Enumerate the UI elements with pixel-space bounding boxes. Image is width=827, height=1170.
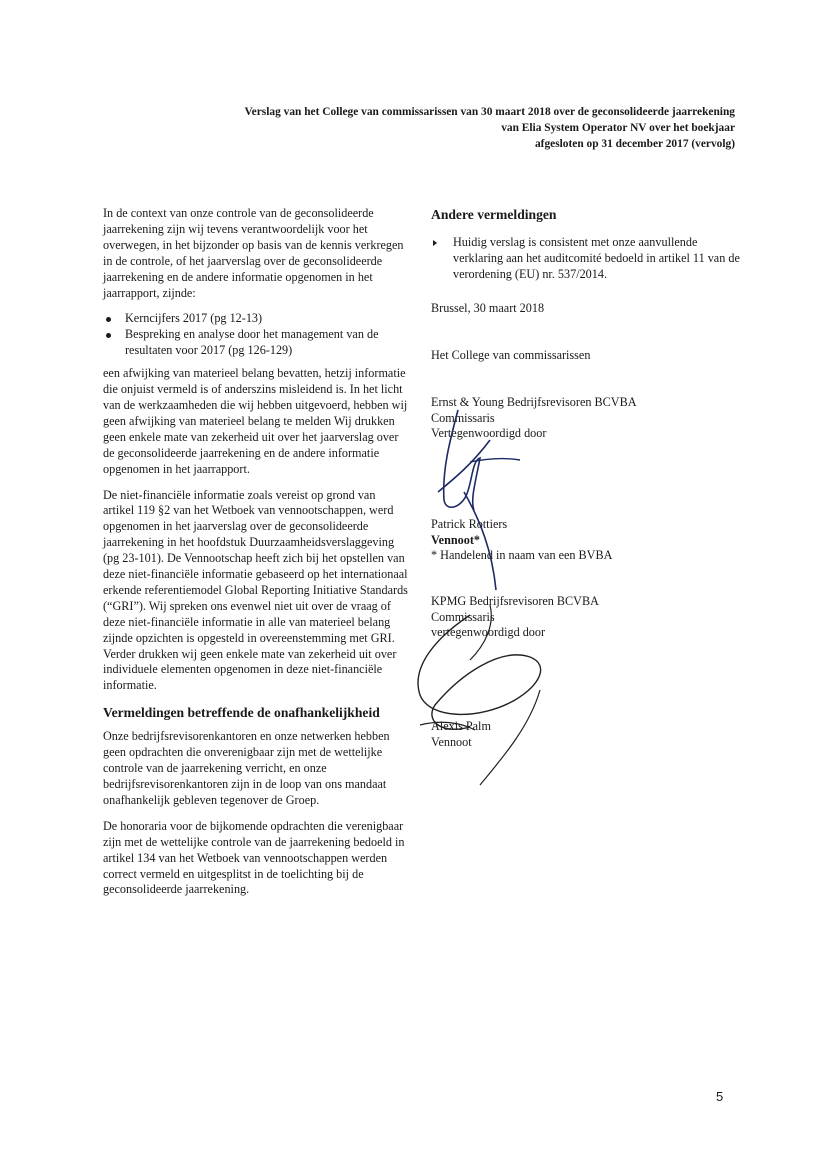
intro-paragraph: In de context van onze controle van de geconsolideerde jaarrekening zijn wij tevens verantwoordelijk voor het overwegen, in het bijzonder op basis van de kennis verkregen in de controle, of het jaarverslag over de geconsolideerde jaarrekening en de andere informatie opgenomen in het jaarrapport, zijnde:: [103, 206, 404, 300]
independence-paragraph: Onze bedrijfsrevisorenkantoren en onze netwerken hebben geen opdrachten die onverenigbaar zijn met de wettelijke controle van de jaarrekening verricht, en onze bedrijfsrevisorenkantoren zijn in de loop van ons mandaat onafhankelijk gebleven tegenover de Groep.: [103, 729, 390, 807]
ey-firm: Ernst & Young Bedrijfsrevisoren BCVBA: [431, 395, 637, 409]
ey-signature: [420, 400, 540, 600]
non-financial-paragraph: De niet-financiële informatie zoals vereist op grond van artikel 119 §2 van het Wetboek van vennootschappen, werd opgenomen in het jaarverslag over de geconsolideerde jaarrekening in het hoofdstuk Duurzaamheidsverslaggeving (pg 23-101). De Vennootschap heeft zich bij het opstellen van deze niet-financiële informatie gebaseerd op het internationaal erkende referentiemodel Global Reporting Initiative Standards (“GRI”). Wij spreken ons evenwel niet uit over de vraag of deze niet-financiële informatie in alle van materieel belang zijnde opzichten is opgesteld in overeenstemming met GRI. Verder drukken wij geen enkele mate van zekerheid uit over individuele elementen opgenomen in deze niet-financiële informatie.: [103, 487, 408, 693]
bullet-item: Kerncijfers 2017 (pg 12-13): [103, 311, 409, 327]
kpmg-firm: KPMG Bedrijfsrevisoren BCVBA: [431, 594, 599, 608]
page-number: 5: [716, 1089, 724, 1104]
fees-paragraph: De honoraria voor de bijkomende opdrachten die verenigbaar zijn met de wettelijke controle van de jaarrekening bedoeld in artikel 134 van het Wetboek van vennootschappen werden correct vermeld en uitgesplitst in de toelichting bij de geconsolideerde jaarrekening.: [103, 818, 405, 897]
other-mentions-heading: Andere vermeldingen: [431, 207, 557, 222]
ey-represented-by: Vertegenwoordigd door: [431, 426, 547, 440]
header-line-2: van Elia System Operator NV over het boekjaar: [501, 122, 735, 135]
misstatement-paragraph: een afwijking van materieel belang bevatten, hetzij informatie die onjuist vermeld is of anderszins misleidend is. In het licht van de werkzaamheden die wij hebben uitgevoerd, hebben wij geen afwijking van materieel belang te melden Wij drukken geen enkele mate van zekerheid uit over het jaarverslag over de geconsolideerde jaarrekening en de andere informatie opgenomen in het jaarrapport.: [103, 366, 408, 476]
kpmg-role: Commissaris: [431, 610, 495, 624]
kpmg-represented-by: vertegenwoordigd door: [431, 625, 546, 639]
kpmg-signer-role: Vennoot: [431, 735, 472, 749]
kpmg-signature: [400, 595, 570, 790]
ey-note: * Handelend in naam van een BVBA: [431, 548, 613, 562]
kpmg-signer-name: Alexis Palm: [431, 719, 491, 733]
report-header: [175, 104, 735, 153]
header-line-1: Verslag van het College van commissarissen van 30 maart 2018 over de geconsolideerde jaarrekening: [244, 106, 735, 118]
ey-signer-name: Patrick Rottiers: [431, 517, 508, 531]
header-line-3: afgesloten op 31 december 2017 (vervolg): [534, 138, 735, 151]
right-column: [431, 206, 741, 283]
bullet-item: Bespreking en analyse door het management van de resultaten voor 2017 (pg 126-129): [103, 327, 409, 359]
college-label: Het College van commissarissen: [431, 348, 591, 362]
bullet-list: [103, 311, 409, 359]
ey-signer-role: Vennoot*: [431, 533, 480, 547]
left-column: [103, 206, 409, 908]
place-date: Brussel, 30 maart 2018: [431, 301, 545, 315]
other-mentions-item: Huidig verslag is consistent met onze aanvullende verklaring aan het auditcomité bedoeld in artikel 11 van de verordening (EU) nr. 537/2014.: [431, 235, 741, 283]
independence-heading: Vermeldingen betreffende de onafhankelijkheid: [103, 705, 380, 721]
ey-role: Commissaris: [431, 411, 495, 425]
